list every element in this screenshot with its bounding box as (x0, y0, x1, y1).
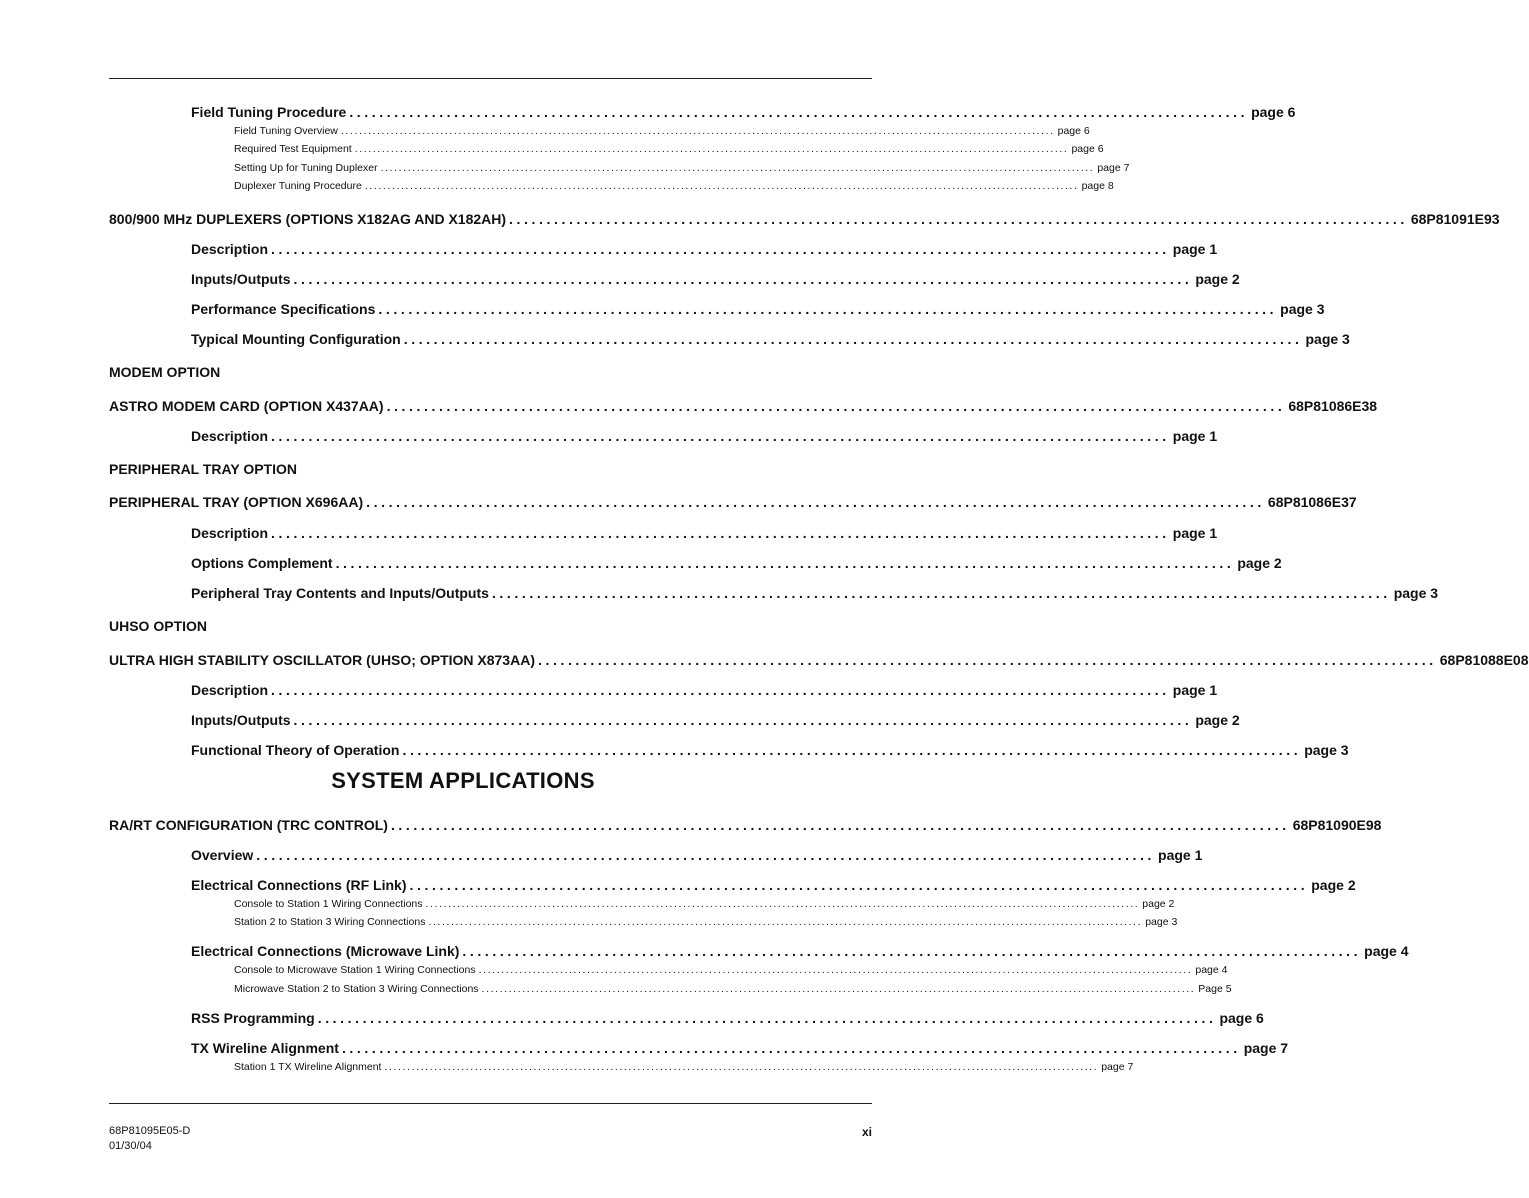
dot-leader: .............................................................................................................................................................. (384, 1061, 1099, 1073)
toc-entry-page: page 3 (1393, 585, 1439, 601)
toc-section-entry[interactable] (109, 494, 1357, 510)
toc-entry[interactable] (191, 712, 1240, 728)
toc-subentry[interactable] (234, 125, 1090, 137)
toc-entry-title: RSS Programming (191, 1010, 315, 1026)
dot-leader: .............................................................................................................................................................. (354, 143, 1069, 155)
toc-entry-page: page 6 (1219, 1010, 1264, 1026)
toc-entry-title: Description (191, 682, 269, 698)
toc-subentry-title: Console to Microwave Station 1 Wiring Connections (234, 964, 476, 976)
toc-subentry-page: Page 5 (1198, 983, 1232, 995)
toc-subentry[interactable] (234, 162, 1130, 174)
dot-leader: .............................................................................................................................................................. (481, 983, 1196, 995)
dot-leader: ........................................................................................................................ (271, 525, 1170, 541)
toc-section-entry[interactable] (109, 817, 1382, 833)
toc-entry[interactable] (191, 555, 1282, 571)
toc-section-ref: 68P81086E38 (1288, 398, 1378, 414)
toc-subentry-title: Station 2 to Station 3 Wiring Connections (234, 916, 426, 928)
toc-entry-title: Description (191, 241, 269, 257)
dot-leader: ........................................................................................................................ (366, 494, 1265, 510)
dot-leader: .............................................................................................................................................................. (478, 964, 1193, 976)
dot-leader: ........................................................................................................................ (378, 301, 1278, 317)
toc-subentry[interactable] (234, 1061, 1134, 1073)
toc-entry-page: page 1 (1158, 847, 1203, 863)
toc-entry[interactable] (191, 877, 1356, 893)
toc-entry-page: page 3 (1305, 331, 1350, 347)
toc-entry-page: page 1 (1172, 682, 1218, 698)
toc-entry[interactable] (191, 1010, 1264, 1026)
toc-subentry-title: Required Test Equipment (234, 143, 352, 155)
toc-entry-title: Peripheral Tray Contents and Inputs/Outputs (191, 585, 489, 601)
toc-entry[interactable] (191, 271, 1240, 287)
toc-section-entry[interactable] (109, 398, 1378, 414)
dot-leader: ........................................................................................................................ (491, 585, 1391, 601)
option-heading: MODEM OPTION (109, 364, 221, 380)
toc-entry-title: Field Tuning Procedure (191, 104, 347, 120)
toc-subentry-page: page 6 (1057, 125, 1090, 137)
toc-entry[interactable] (191, 525, 1218, 541)
dot-leader: ........................................................................................................................ (462, 943, 1362, 959)
toc-entry-page: page 1 (1172, 241, 1218, 257)
toc-subentry[interactable] (234, 180, 1114, 192)
toc-entry-title: Functional Theory of Operation (191, 742, 400, 758)
toc-entry-page: page 4 (1364, 943, 1409, 959)
bottom-rule (109, 1103, 872, 1104)
toc-entry-page: page 2 (1195, 712, 1240, 728)
toc-subentry[interactable] (234, 898, 1175, 910)
dot-leader: .............................................................................................................................................................. (364, 180, 1079, 192)
dot-leader: ........................................................................................................................ (402, 742, 1302, 758)
dot-leader: ........................................................................................................................ (409, 877, 1309, 893)
toc-entry-title: Options Complement (191, 555, 333, 571)
toc-subentry-title: Field Tuning Overview (234, 125, 338, 137)
toc-entry-page: page 2 (1195, 271, 1240, 287)
toc-subentry-title: Station 1 TX Wireline Alignment (234, 1061, 382, 1073)
toc-entry-page: page 2 (1237, 555, 1282, 571)
top-rule (109, 78, 872, 79)
toc-section-entry[interactable] (109, 211, 1500, 227)
toc-section-title: ASTRO MODEM CARD (OPTION X437AA) (109, 398, 384, 414)
toc-subentry-page: page 6 (1071, 143, 1104, 155)
toc-entry-page: page 3 (1280, 301, 1325, 317)
toc-section-ref: 68P81088E08 (1439, 652, 1529, 668)
dot-leader: .............................................................................................................................................................. (380, 162, 1095, 174)
toc-entry[interactable] (191, 682, 1218, 698)
section-heading: SYSTEM APPLICATIONS (331, 768, 595, 793)
dot-leader: ........................................................................................................................ (293, 712, 1193, 728)
toc-subentry-page: page 8 (1081, 180, 1114, 192)
toc-subentry-title: Setting Up for Tuning Duplexer (234, 162, 378, 174)
toc-entry[interactable] (191, 104, 1296, 120)
toc-entry-title: Performance Specifications (191, 301, 376, 317)
toc-entry[interactable] (191, 428, 1218, 444)
toc-section-ref: 68P81090E98 (1292, 817, 1382, 833)
toc-section-ref: 68P81086E37 (1267, 494, 1357, 510)
toc-subentry-page: page 4 (1195, 964, 1228, 976)
toc-entry[interactable] (191, 241, 1218, 257)
toc-section-title: RA/RT CONFIGURATION (TRC CONTROL) (109, 817, 388, 833)
toc-entry[interactable] (191, 301, 1325, 317)
toc-entry-title: Electrical Connections (RF Link) (191, 877, 407, 893)
dot-leader: ........................................................................................................................ (537, 652, 1437, 668)
toc-entry-page: page 7 (1243, 1040, 1289, 1056)
dot-leader: ........................................................................................................................ (256, 847, 1156, 863)
dot-leader: ........................................................................................................................ (271, 241, 1170, 257)
toc-entry-page: page 6 (1251, 104, 1296, 120)
option-heading: PERIPHERAL TRAY OPTION (109, 461, 298, 477)
dot-leader: ........................................................................................................................ (386, 398, 1286, 414)
toc-entry-title: TX Wireline Alignment (191, 1040, 339, 1056)
toc-entry-page: page 1 (1172, 428, 1218, 444)
toc-subentry[interactable] (234, 143, 1104, 155)
dot-leader: ........................................................................................................................ (509, 211, 1408, 227)
toc-entry-title: Inputs/Outputs (191, 712, 291, 728)
toc-entry-title: Electrical Connections (Microwave Link) (191, 943, 460, 959)
dot-leader: ........................................................................................................................ (271, 428, 1170, 444)
toc-subentry-title: Console to Station 1 Wiring Connections (234, 898, 423, 910)
toc-entry-title: Overview (191, 847, 254, 863)
option-heading: UHSO OPTION (109, 618, 208, 634)
page-number: xi (861, 1125, 872, 1139)
toc-entry[interactable] (191, 742, 1349, 758)
dot-leader: ........................................................................................................................ (335, 555, 1235, 571)
document-number: 68P81095E05-D (109, 1125, 191, 1137)
toc-subentry-title: Duplexer Tuning Procedure (234, 180, 362, 192)
dot-leader: .............................................................................................................................................................. (340, 125, 1055, 137)
toc-entry-page: page 2 (1311, 877, 1356, 893)
toc-subentry[interactable] (234, 964, 1228, 976)
toc-entry[interactable] (191, 847, 1203, 863)
toc-subentry-title: Microwave Station 2 to Station 3 Wiring Connections (234, 983, 479, 995)
dot-leader: .............................................................................................................................................................. (428, 916, 1143, 928)
toc-section-ref: 68P81091E93 (1410, 211, 1500, 227)
dot-leader: ........................................................................................................................ (317, 1010, 1217, 1026)
toc-section-title: PERIPHERAL TRAY (OPTION X696AA) (109, 494, 364, 510)
toc-section-title: ULTRA HIGH STABILITY OSCILLATOR (UHSO; OPTION X873AA) (109, 652, 535, 668)
toc-subentry[interactable] (234, 983, 1232, 995)
toc-entry[interactable] (191, 331, 1350, 347)
dot-leader: ........................................................................................................................ (293, 271, 1193, 287)
toc-entry-page: page 3 (1304, 742, 1349, 758)
document-date: 01/30/04 (109, 1140, 152, 1152)
toc-section-title: 800/900 MHz DUPLEXERS (OPTIONS X182AG AND X182AH) (109, 211, 507, 227)
toc-entry[interactable] (191, 943, 1409, 959)
toc-entry-title: Description (191, 428, 269, 444)
toc-entry[interactable] (191, 1040, 1289, 1056)
toc-entry-title: Description (191, 525, 269, 541)
dot-leader: ........................................................................................................................ (271, 682, 1170, 698)
toc-entry-title: Inputs/Outputs (191, 271, 291, 287)
toc-subentry[interactable] (234, 916, 1178, 928)
footer-left (109, 1124, 190, 1154)
toc-entry-title: Typical Mounting Configuration (191, 331, 401, 347)
toc-entry-page: page 1 (1172, 525, 1218, 541)
toc-section-entry[interactable] (109, 652, 1529, 668)
toc-subentry-page: page 3 (1145, 916, 1178, 928)
dot-leader: ........................................................................................................................ (349, 104, 1249, 120)
toc-entry[interactable] (191, 585, 1439, 601)
dot-leader: .............................................................................................................................................................. (425, 898, 1140, 910)
toc-subentry-page: page 7 (1097, 162, 1130, 174)
toc-subentry-page: page 7 (1101, 1061, 1134, 1073)
dot-leader: ........................................................................................................................ (390, 817, 1290, 833)
dot-leader: ........................................................................................................................ (341, 1040, 1241, 1056)
toc-subentry-page: page 2 (1142, 898, 1175, 910)
dot-leader: ........................................................................................................................ (403, 331, 1303, 347)
